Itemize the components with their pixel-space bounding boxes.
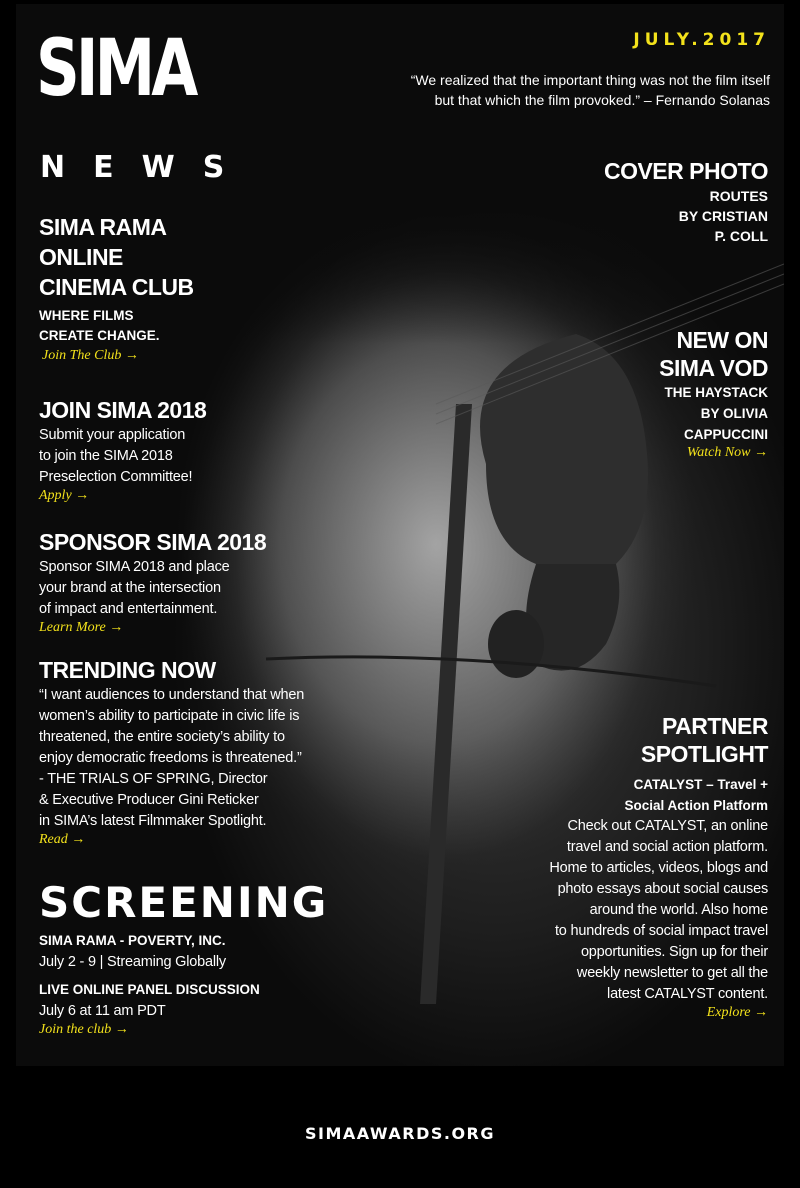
quote-line: “We realized that the important thing was not the film itself [410,72,770,88]
join-the-club-link[interactable]: Join The Club → [42,348,139,363]
vod-title-line: SIMA VOD [659,355,768,381]
trending-line: “I want audiences to understand that when [39,687,305,703]
sima-rama-section [39,212,194,364]
partner-subtitle-line: Social Action Platform [624,798,768,813]
join-sima-line: to join the SIMA 2018 [39,448,173,464]
quote-line: but that which the film provoked.” – Fernando Solanas [434,92,770,108]
join-sima-section [39,395,206,504]
learn-more-link[interactable]: Learn More → [39,620,124,635]
sponsor-sima-section [39,527,266,636]
cover-photo-line: ROUTES [709,188,768,204]
news-heading: NEWS [40,150,253,185]
vod-line: CAPPUCCINI [683,427,768,442]
trending-line: in SIMA’s latest Filmmaker Spotlight. [39,813,267,829]
sima-rama-subtitle-line: WHERE FILMS [39,308,134,323]
partner-line: to hundreds of social impact travel [554,923,768,939]
screening-section [39,876,328,1038]
sima-rama-title-line: CINEMA CLUB [39,274,194,300]
partner-line: weekly newsletter to get all the [576,965,768,981]
screening-event-detail: July 2 - 9 | Streaming Globally [39,954,226,970]
partner-line: Check out CATALYST, an online [567,818,768,834]
trending-section [39,655,304,848]
partner-title-line: PARTNER [662,713,768,739]
sima-logo: SIMA [36,24,195,114]
footer-website-link[interactable]: SIMAAWARDS.ORG [304,1124,495,1143]
vod-line: THE HAYSTACK [664,385,768,400]
sima-rama-title-line: ONLINE [39,244,123,270]
partner-line: opportunities. Sign up for their [580,944,768,960]
cover-photo-line: BY CRISTIAN [678,208,768,224]
join-sima-title: JOIN SIMA 2018 [39,397,207,423]
cover-photo-credit [528,156,768,246]
partner-line: latest CATALYST content. [607,986,768,1002]
join-sima-line: Submit your application [39,427,186,443]
newsletter-panel [16,4,784,1066]
trending-line: & Executive Producer Gini Reticker [39,792,259,808]
vod-title-line: NEW ON [676,327,768,353]
trending-line: threatened, the entire society’s ability to [39,729,285,745]
partner-section [468,712,768,1021]
sponsor-sima-line: of impact and entertainment. [39,601,218,617]
trending-line: enjoy democratic freedoms is threatened.” [39,750,302,766]
trending-line: - THE TRIALS OF SPRING, Director [39,771,268,787]
watch-now-link[interactable]: Watch Now → [686,445,768,460]
sima-rama-subtitle-line: CREATE CHANGE. [39,328,160,343]
partner-line: around the world. Also home [589,902,768,918]
partner-line: travel and social action platform. [566,839,768,855]
vod-section [528,326,768,461]
read-link[interactable]: Read → [39,832,86,847]
sponsor-sima-line: Sponsor SIMA 2018 and place [39,559,230,575]
join-the-club-link-2[interactable]: Join the club → [39,1022,129,1037]
trending-line: women’s ability to participate in civic life is [39,708,300,724]
explore-link[interactable]: Explore → [706,1005,768,1020]
screening-event-detail: July 6 at 11 am PDT [39,1003,166,1019]
partner-title-line: SPOTLIGHT [640,741,768,767]
partner-subtitle-line: CATALYST – Travel + [633,777,768,792]
sima-rama-title-line: SIMA RAMA [39,214,167,240]
apply-link[interactable]: Apply → [39,488,90,503]
header-quote [270,70,770,110]
screening-title: SCREENING [39,878,329,927]
screening-event-title: LIVE ONLINE PANEL DISCUSSION [39,982,260,997]
sponsor-sima-title: SPONSOR SIMA 2018 [39,529,267,555]
partner-line: Home to articles, videos, blogs and [549,860,768,876]
vod-line: BY OLIVIA [700,406,768,421]
screening-event-title: SIMA RAMA - POVERTY, INC. [39,933,226,948]
sponsor-sima-line: your brand at the intersection [39,580,221,596]
cover-photo-title: COVER PHOTO [603,158,768,184]
join-sima-line: Preselection Committee! [39,469,193,485]
issue-date: JULY.2017 [633,30,770,50]
trending-title: TRENDING NOW [39,657,216,683]
partner-line: photo essays about social causes [557,881,768,897]
cover-photo-line: P. COLL [714,228,768,244]
